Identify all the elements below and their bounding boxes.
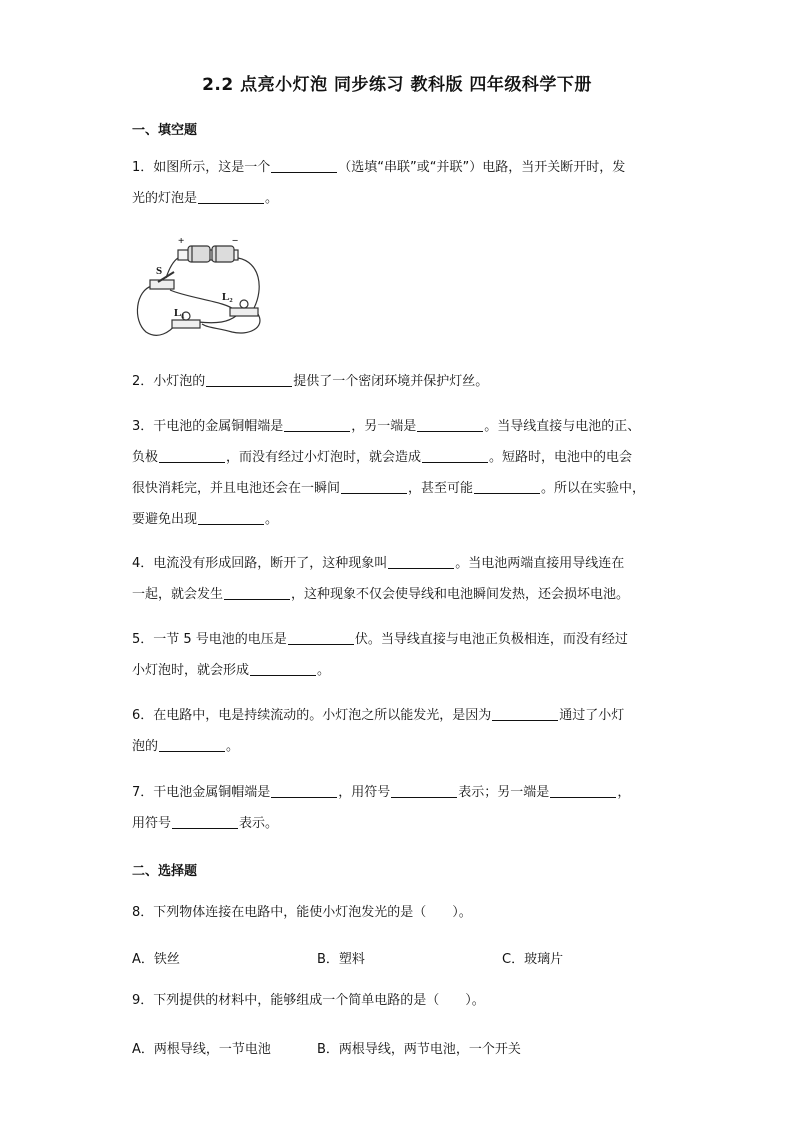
q8-option-a[interactable]: A．铁丝 — [132, 952, 180, 967]
lamp-l2-bulb — [240, 300, 248, 308]
answer-blank[interactable] — [288, 630, 354, 645]
q2-text: 2．小灯泡的 — [132, 374, 206, 389]
q6-text: 通过了小灯 — [559, 708, 625, 723]
q6-text: 。 — [226, 739, 240, 754]
q3-text: 很快消耗完，并且电池还会在一瞬间 — [132, 481, 341, 496]
answer-blank[interactable] — [492, 706, 558, 721]
answer-blank[interactable] — [198, 189, 264, 204]
q4-text: 4．电流没有形成回路，断开了，这种现象叫 — [132, 556, 388, 571]
question-8 — [132, 897, 672, 928]
q9-option-a[interactable]: A．两根导线，一节电池 — [132, 1042, 271, 1057]
q3-text: 。短路时，电池中的电会 — [489, 450, 633, 465]
q3-text: 。 — [265, 512, 279, 527]
q3-text: ，甚至可能 — [408, 481, 474, 496]
section-multiple-choice-heading: 二、选择题 — [132, 864, 198, 879]
wire — [137, 286, 176, 335]
q4-text: 。当电池两端直接用导线连在 — [455, 556, 625, 571]
q5-text: 小灯泡时，就会形成 — [132, 663, 250, 678]
q4-text: ，这种现象不仅会使导线和电池瞬间发热，还会损坏电池。 — [291, 587, 630, 602]
q3-text: ，而没有经过小灯泡时，就会造成 — [226, 450, 422, 465]
q7-text: 7．干电池金属铜帽端是 — [132, 785, 271, 800]
q5-text: 5．一节 5 号电池的电压是 — [132, 632, 287, 647]
q3-text: 。当导线直接与电池的正、 — [484, 419, 641, 434]
answer-blank[interactable] — [198, 510, 264, 525]
question-7 — [132, 777, 672, 839]
answer-blank[interactable] — [284, 417, 350, 432]
answer-blank[interactable] — [388, 554, 454, 569]
q4-text: 一起，就会发生 — [132, 587, 224, 602]
battery-1 — [188, 246, 210, 262]
q8-stem: 8．下列物体连接在电路中，能使小灯泡发光的是（ ）。 — [132, 905, 472, 920]
q5-text: 伏。当导线直接与电池正负极相连，而没有经过 — [354, 632, 628, 647]
q1-text: 1．如图所示，这是一个 — [132, 160, 271, 175]
q7-text: 表示。 — [239, 816, 279, 831]
answer-blank[interactable] — [391, 783, 457, 798]
question-9 — [132, 985, 672, 1016]
q3-text: ，另一端是 — [351, 419, 417, 434]
q2-text: 提供了一个密闭环境并保护灯丝。 — [293, 374, 489, 389]
q1-text: 光的灯泡是 — [132, 191, 198, 206]
page-title: 2.2 点亮小灯泡 同步练习 教科版 四年级科学下册 — [202, 75, 592, 95]
q6-text: 6．在电路中，电是持续流动的。小灯泡之所以能发光，是因为 — [132, 708, 492, 723]
question-2 — [132, 366, 672, 397]
q7-text: ， — [617, 785, 631, 800]
lamp-l2-label: L₂ — [222, 291, 233, 303]
question-1 — [132, 152, 672, 214]
switch-base — [150, 280, 174, 289]
battery-positive-label: + — [178, 235, 185, 247]
q9-option-b[interactable]: B．两根导线，两节电池，一个开关 — [317, 1042, 521, 1057]
answer-blank[interactable] — [224, 585, 290, 600]
q7-text: ，用符号 — [338, 785, 391, 800]
answer-blank[interactable] — [550, 783, 616, 798]
q1-text: （选填“串联”或“并联”）电路，当开关断开时，发 — [338, 160, 626, 175]
wire — [202, 314, 260, 333]
q7-text: 表示；另一端是 — [458, 785, 550, 800]
q3-text: 负极 — [132, 450, 159, 465]
lamp-l1-holder — [172, 320, 200, 328]
answer-blank[interactable] — [474, 479, 540, 494]
question-4 — [132, 548, 672, 610]
q8-option-c[interactable]: C．玻璃片 — [502, 952, 564, 967]
question-6 — [132, 700, 672, 762]
q7-text: 用符号 — [132, 816, 172, 831]
lamp-l2-holder — [230, 308, 258, 316]
q1-text: 。 — [265, 191, 279, 206]
answer-blank[interactable] — [172, 814, 238, 829]
answer-blank[interactable] — [206, 372, 292, 387]
answer-blank[interactable] — [250, 661, 316, 676]
wire — [198, 316, 236, 323]
q3-text: 要避免出现 — [132, 512, 198, 527]
q5-text: 。 — [317, 663, 331, 678]
answer-blank[interactable] — [422, 448, 488, 463]
answer-blank[interactable] — [341, 479, 407, 494]
circuit-diagram — [128, 232, 268, 340]
question-5 — [132, 624, 672, 686]
battery-negative-label: − — [232, 235, 239, 247]
answer-blank[interactable] — [159, 737, 225, 752]
answer-blank[interactable] — [271, 783, 337, 798]
q3-text: 。所以在实验中， — [541, 481, 646, 496]
answer-blank[interactable] — [271, 158, 337, 173]
q8-option-b[interactable]: B．塑料 — [317, 952, 365, 967]
q6-text: 泡的 — [132, 739, 159, 754]
q3-text: 3．干电池的金属铜帽端是 — [132, 419, 284, 434]
lamp-l1-label: L₁ — [174, 307, 185, 319]
battery-2 — [212, 246, 234, 262]
answer-blank[interactable] — [159, 448, 225, 463]
answer-blank[interactable] — [417, 417, 483, 432]
switch-label: S — [156, 265, 163, 277]
q9-stem: 9．下列提供的材料中，能够组成一个简单电路的是（ ）。 — [132, 993, 485, 1008]
question-3 — [132, 411, 672, 535]
section-fill-blank-heading: 一、填空题 — [132, 123, 198, 138]
